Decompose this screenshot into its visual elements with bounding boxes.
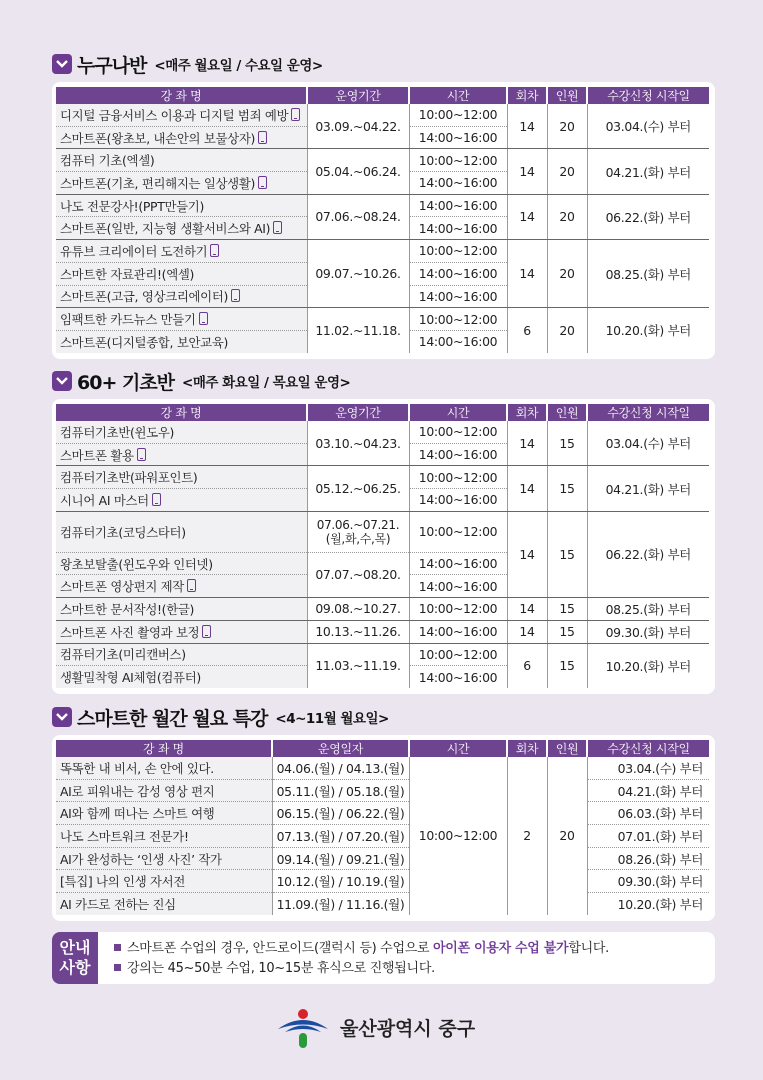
section-monthly-special bbox=[52, 705, 715, 921]
smartphone-icon bbox=[202, 625, 211, 638]
course-capacity: 15 bbox=[547, 421, 587, 466]
course-time: 14:00~16:00 bbox=[409, 575, 507, 598]
course-name-cell bbox=[56, 308, 307, 331]
col-sessions: 회차 bbox=[507, 740, 547, 757]
course-name: 컴퓨터기초반(파워포인트) bbox=[56, 466, 307, 489]
section-60plus bbox=[52, 369, 715, 694]
course-capacity: 15 bbox=[547, 620, 587, 643]
course-name: 유튜브 크리에이터 도전하기 bbox=[60, 243, 208, 259]
course-period-days: (월,화,수,목) bbox=[325, 531, 391, 546]
course-name: 컴퓨터 기초(엑셀) bbox=[60, 153, 155, 169]
course-name: 스마트폰(고급, 영상크리에이터) bbox=[60, 289, 229, 305]
chevron-down-icon bbox=[52, 54, 72, 74]
col-time: 시간 bbox=[409, 404, 507, 421]
smartphone-icon bbox=[152, 493, 161, 506]
course-time: 14:00~16:00 bbox=[409, 126, 507, 149]
course-period: 09.08.~10.27. bbox=[307, 598, 409, 621]
course-capacity: 20 bbox=[547, 149, 587, 194]
smartphone-icon bbox=[199, 312, 208, 325]
lecture-enroll-date: 03.04.(수) 부터 bbox=[587, 757, 709, 779]
course-table-card bbox=[52, 82, 715, 359]
course-period: 03.10.~04.23. bbox=[307, 421, 409, 466]
course-enroll-date: 10.20.(화) 부터 bbox=[587, 308, 709, 353]
lecture-enroll-date: 06.03.(화) 부터 bbox=[587, 802, 709, 825]
course-time: 14:00~16:00 bbox=[409, 217, 507, 240]
col-time: 시간 bbox=[409, 740, 507, 757]
course-sessions: 14 bbox=[507, 104, 547, 149]
col-sessions: 회차 bbox=[507, 87, 547, 104]
course-time: 10:00~12:00 bbox=[409, 643, 507, 666]
course-name-cell bbox=[56, 330, 307, 352]
col-course: 강 좌 명 bbox=[56, 87, 307, 104]
course-name: 스마트폰(디지털종합, 보안교육) bbox=[60, 334, 229, 350]
course-time: 14:00~16:00 bbox=[409, 172, 507, 195]
col-period: 운영기간 bbox=[307, 404, 409, 421]
ulsan-junggu-logo bbox=[276, 1005, 330, 1049]
course-sessions: 14 bbox=[507, 149, 547, 194]
course-time: 14:00~16:00 bbox=[409, 443, 507, 466]
col-enroll: 수강신청 시작일 bbox=[587, 87, 709, 104]
course-time: 14:00~16:00 bbox=[409, 666, 507, 688]
table-row bbox=[56, 847, 709, 870]
smartphone-icon bbox=[187, 579, 196, 592]
course-enroll-date: 03.04.(수) 부터 bbox=[587, 104, 709, 149]
course-enroll-date: 10.20.(화) 부터 bbox=[587, 643, 709, 688]
col-period: 운영기간 bbox=[307, 87, 409, 104]
course-name: 임팩트한 카드뉴스 만들기 bbox=[60, 312, 196, 328]
course-name: 스마트폰(일반, 지능형 생활서비스와 AI) bbox=[60, 221, 271, 237]
course-time: 14:00~16:00 bbox=[409, 194, 507, 217]
lecture-dates: 11.09.(월) / 11.16.(월) bbox=[272, 893, 409, 915]
table-row bbox=[56, 240, 709, 263]
course-name: 스마트폰 활용 bbox=[60, 447, 134, 463]
section-schedule-note: <매주 월요일 / 수요일 운영> bbox=[154, 58, 323, 74]
smartphone-icon bbox=[210, 244, 219, 257]
course-capacity: 20 bbox=[547, 194, 587, 239]
course-period: 11.03.~11.19. bbox=[307, 643, 409, 688]
lecture-name: 나도 스마트워크 전문가! bbox=[56, 825, 272, 848]
lecture-name: AI와 함께 떠나는 스마트 여행 bbox=[56, 802, 272, 825]
table-row bbox=[56, 511, 709, 552]
course-sessions: 14 bbox=[507, 194, 547, 239]
course-name-cell bbox=[56, 126, 307, 149]
smartphone-icon bbox=[258, 176, 267, 189]
table-row bbox=[56, 149, 709, 172]
course-enroll-date: 04.21.(화) 부터 bbox=[587, 466, 709, 511]
organization-name: 울산광역시 중구 bbox=[340, 1017, 476, 1040]
smartphone-icon bbox=[273, 221, 282, 234]
course-time: 10:00~12:00 bbox=[409, 421, 507, 443]
course-time: 10:00~12:00 bbox=[409, 149, 507, 172]
lecture-enroll-date: 10.20.(화) 부터 bbox=[587, 893, 709, 915]
course-name-cell bbox=[56, 262, 307, 285]
course-enroll-date: 06.22.(화) 부터 bbox=[587, 194, 709, 239]
course-name: 왕초보탈출(윈도우와 인터넷) bbox=[56, 552, 307, 575]
course-period: 07.07.~08.20. bbox=[307, 552, 409, 597]
course-name: 컴퓨터기초(코딩스타터) bbox=[56, 511, 307, 552]
course-name-cell bbox=[56, 217, 307, 240]
col-sessions: 회차 bbox=[507, 404, 547, 421]
course-sessions: 14 bbox=[507, 511, 547, 597]
notice-item bbox=[114, 959, 609, 979]
course-period-cell bbox=[307, 511, 409, 552]
course-name: 스마트폰 사진 촬영과 보정 bbox=[60, 624, 200, 640]
section-schedule-note: <매주 화요일 / 목요일 운영> bbox=[182, 375, 351, 391]
course-name-cell bbox=[56, 194, 307, 217]
course-name-cell bbox=[56, 104, 307, 126]
lecture-name: AI가 완성하는 ‘인생 사진’ 작가 bbox=[56, 847, 272, 870]
col-time: 시간 bbox=[409, 87, 507, 104]
table-row bbox=[56, 466, 709, 489]
course-sessions: 14 bbox=[507, 598, 547, 621]
lecture-enroll-date: 08.26.(화) 부터 bbox=[587, 847, 709, 870]
course-period: 07.06.~08.24. bbox=[307, 194, 409, 239]
lecture-name: [특집] 나의 인생 자서전 bbox=[56, 870, 272, 893]
table-row bbox=[56, 870, 709, 893]
square-bullet-icon bbox=[114, 944, 121, 951]
course-name: 스마트폰 영상편지 제작 bbox=[60, 579, 184, 595]
course-name: 스마트폰(기초, 편리해지는 일상생활) bbox=[60, 175, 256, 191]
lecture-name: AI로 피워내는 감성 영상 편지 bbox=[56, 779, 272, 802]
table-row bbox=[56, 643, 709, 666]
course-sessions: 14 bbox=[507, 240, 547, 308]
table-header-row bbox=[56, 404, 709, 421]
table-header-row bbox=[56, 87, 709, 104]
section-header bbox=[52, 52, 715, 76]
lecture-sessions: 2 bbox=[507, 757, 547, 915]
course-sessions: 14 bbox=[507, 466, 547, 511]
col-capacity: 인원 bbox=[547, 404, 587, 421]
course-time: 10:00~12:00 bbox=[409, 104, 507, 126]
course-sessions: 14 bbox=[507, 421, 547, 466]
course-capacity: 20 bbox=[547, 308, 587, 353]
section-schedule-note: <4~11월 월요일> bbox=[275, 711, 389, 727]
table-row bbox=[56, 104, 709, 126]
course-capacity: 20 bbox=[547, 240, 587, 308]
course-time: 10:00~12:00 bbox=[409, 466, 507, 489]
course-time: 14:00~16:00 bbox=[409, 262, 507, 285]
course-sessions: 14 bbox=[507, 620, 547, 643]
course-name: 컴퓨터기초(미리캔버스) bbox=[56, 643, 307, 666]
course-period: 05.04.~06.24. bbox=[307, 149, 409, 194]
section-title: 60+ 기초반 bbox=[77, 371, 175, 394]
course-name-cell bbox=[56, 285, 307, 308]
course-sessions: 6 bbox=[507, 643, 547, 688]
course-sessions: 6 bbox=[507, 308, 547, 353]
lecture-dates: 05.11.(월) / 05.18.(월) bbox=[272, 779, 409, 802]
section-title: 누구나반 bbox=[77, 54, 147, 77]
table-header-row bbox=[56, 740, 709, 757]
table-row bbox=[56, 194, 709, 217]
course-period: 07.06.~07.21. bbox=[316, 517, 400, 532]
course-period: 05.12.~06.25. bbox=[307, 466, 409, 511]
course-time: 14:00~16:00 bbox=[409, 489, 507, 512]
course-name: 디지털 금융서비스 이용과 디지털 범죄 예방 bbox=[60, 107, 289, 123]
table-row bbox=[56, 802, 709, 825]
lecture-name: 똑똑한 내 비서, 손 안에 있다. bbox=[56, 757, 272, 779]
course-name-cell bbox=[56, 489, 307, 512]
course-period: 03.09.~04.22. bbox=[307, 104, 409, 149]
course-table bbox=[56, 740, 709, 915]
col-course: 강 좌 명 bbox=[56, 404, 307, 421]
col-course: 강 좌 명 bbox=[56, 740, 272, 757]
course-period: 11.02.~11.18. bbox=[307, 308, 409, 353]
lecture-dates: 04.06.(월) / 04.13.(월) bbox=[272, 757, 409, 779]
course-enroll-date: 09.30.(화) 부터 bbox=[587, 620, 709, 643]
chevron-down-icon bbox=[52, 707, 72, 727]
footer bbox=[276, 1005, 475, 1049]
col-enroll: 수강신청 시작일 bbox=[587, 404, 709, 421]
course-enroll-date: 06.22.(화) 부터 bbox=[587, 511, 709, 597]
section-header bbox=[52, 705, 715, 729]
lecture-capacity: 20 bbox=[547, 757, 587, 915]
course-name: 스마트폰(왕초보, 내손안의 보물상자) bbox=[60, 130, 256, 146]
smartphone-icon bbox=[137, 448, 146, 461]
smartphone-icon bbox=[258, 131, 267, 144]
notice-badge-line: 사항 bbox=[59, 958, 91, 977]
course-enroll-date: 04.21.(화) 부터 bbox=[587, 149, 709, 194]
table-row bbox=[56, 620, 709, 643]
course-name: 스마트한 문서작성!(한글) bbox=[56, 598, 307, 621]
lecture-dates: 06.15.(월) / 06.22.(월) bbox=[272, 802, 409, 825]
course-enroll-date: 08.25.(화) 부터 bbox=[587, 240, 709, 308]
lecture-time: 10:00~12:00 bbox=[409, 757, 507, 915]
course-capacity: 15 bbox=[547, 643, 587, 688]
course-capacity: 20 bbox=[547, 104, 587, 149]
lecture-dates: 10.12.(월) / 10.19.(월) bbox=[272, 870, 409, 893]
smartphone-icon bbox=[231, 289, 240, 302]
square-bullet-icon bbox=[114, 964, 121, 971]
course-table-card bbox=[52, 735, 715, 921]
notice-line2: 강의는 45~50분 수업, 10~15분 휴식으로 진행됩니다. bbox=[127, 961, 435, 976]
course-table-card bbox=[52, 399, 715, 694]
course-period: 09.07.~10.26. bbox=[307, 240, 409, 308]
course-name-cell bbox=[56, 575, 307, 598]
chevron-down-icon bbox=[52, 371, 72, 391]
table-row bbox=[56, 308, 709, 331]
notice-box bbox=[52, 932, 715, 984]
course-capacity: 15 bbox=[547, 466, 587, 511]
section-title: 스마트한 월간 월요 특강 bbox=[77, 707, 268, 730]
smartphone-icon bbox=[291, 108, 300, 121]
course-time: 10:00~12:00 bbox=[409, 598, 507, 621]
course-name: 스마트한 자료관리!(엑셀) bbox=[60, 266, 195, 282]
table-row bbox=[56, 825, 709, 848]
lecture-dates: 07.13.(월) / 07.20.(월) bbox=[272, 825, 409, 848]
notice-text bbox=[114, 939, 609, 979]
section-everyone bbox=[52, 52, 715, 359]
table-row bbox=[56, 421, 709, 443]
table-row bbox=[56, 779, 709, 802]
course-name-cell bbox=[56, 240, 307, 263]
table-row bbox=[56, 598, 709, 621]
course-table bbox=[56, 404, 709, 688]
course-name-cell bbox=[56, 443, 307, 466]
lecture-name: AI 카드로 전하는 진심 bbox=[56, 893, 272, 915]
notice-item bbox=[114, 939, 609, 959]
course-time: 10:00~12:00 bbox=[409, 511, 507, 552]
col-capacity: 인원 bbox=[547, 740, 587, 757]
lecture-enroll-date: 04.21.(화) 부터 bbox=[587, 779, 709, 802]
table-row bbox=[56, 757, 709, 779]
course-table bbox=[56, 87, 709, 353]
course-enroll-date: 08.25.(화) 부터 bbox=[587, 598, 709, 621]
col-dates: 운영일자 bbox=[272, 740, 409, 757]
notice-line1-post: 합니다. bbox=[568, 941, 609, 956]
course-name-cell bbox=[56, 172, 307, 195]
course-capacity: 15 bbox=[547, 598, 587, 621]
course-name: 생활밀착형 AI체험(컴퓨터) bbox=[56, 666, 307, 688]
notice-highlight: 아이폰 이용자 수업 불가 bbox=[433, 941, 569, 956]
course-time: 14:00~16:00 bbox=[409, 285, 507, 308]
col-enroll: 수강신청 시작일 bbox=[587, 740, 709, 757]
course-time: 14:00~16:00 bbox=[409, 552, 507, 575]
course-name-cell bbox=[56, 149, 307, 172]
notice-badge bbox=[52, 932, 98, 984]
course-name: 나도 전문강사!(PPT만들기) bbox=[60, 198, 205, 214]
lecture-dates: 09.14.(월) / 09.21.(월) bbox=[272, 847, 409, 870]
table-row bbox=[56, 893, 709, 915]
col-capacity: 인원 bbox=[547, 87, 587, 104]
notice-line1-pre: 스마트폰 수업의 경우, 안드로이드(갤럭시 등) 수업으로 bbox=[127, 941, 434, 956]
notice-badge-line: 안내 bbox=[59, 938, 91, 957]
lecture-enroll-date: 07.01.(화) 부터 bbox=[587, 825, 709, 848]
course-time: 14:00~16:00 bbox=[409, 330, 507, 352]
course-enroll-date: 03.04.(수) 부터 bbox=[587, 421, 709, 466]
section-header bbox=[52, 369, 715, 393]
course-time: 14:00~16:00 bbox=[409, 620, 507, 643]
course-time: 10:00~12:00 bbox=[409, 308, 507, 331]
course-time: 10:00~12:00 bbox=[409, 240, 507, 263]
lecture-enroll-date: 09.30.(화) 부터 bbox=[587, 870, 709, 893]
course-period: 10.13.~11.26. bbox=[307, 620, 409, 643]
course-capacity: 15 bbox=[547, 511, 587, 597]
course-name: 시니어 AI 마스터 bbox=[60, 492, 149, 508]
course-name-cell bbox=[56, 620, 307, 643]
course-name: 컴퓨터기초반(윈도우) bbox=[56, 421, 307, 443]
